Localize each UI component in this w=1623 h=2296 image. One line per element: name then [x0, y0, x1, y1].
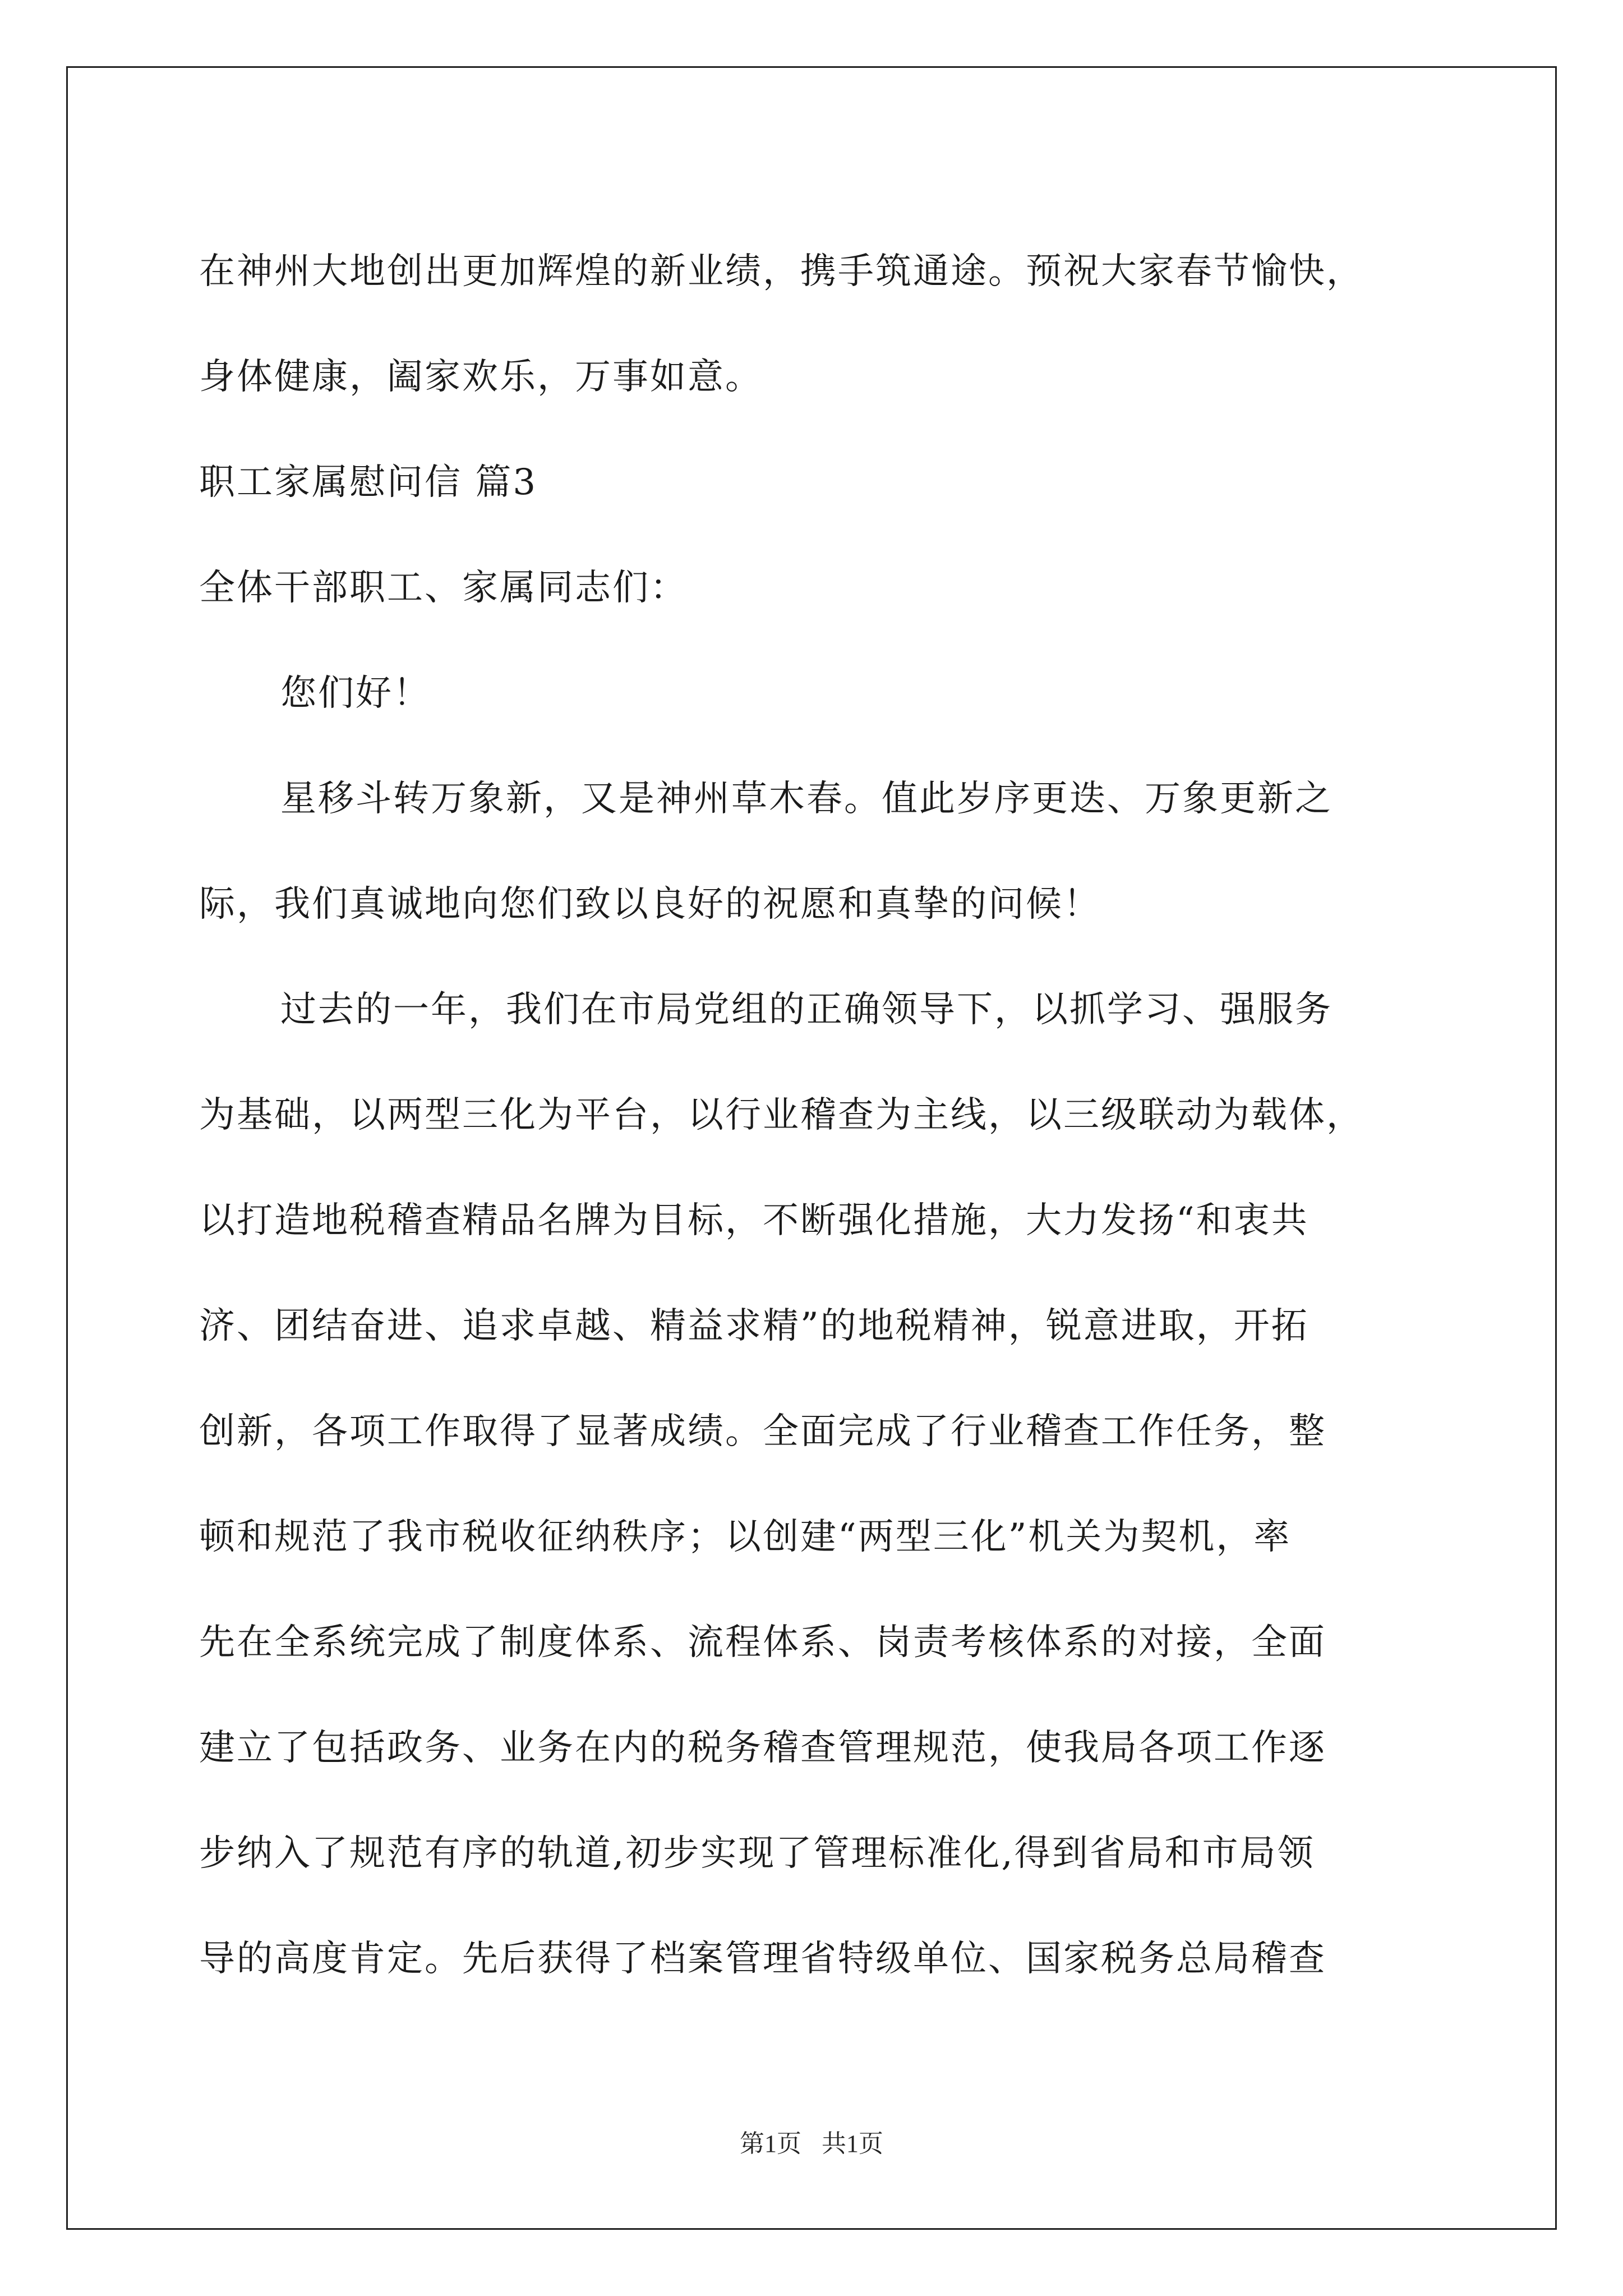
page-footer: [0, 2123, 1623, 2159]
text-line: 星移斗转万象新，又是神州草木春。值此岁序更迭、万象更新之: [280, 778, 1332, 820]
text-line: 先在全系统完成了制度体系、流程体系、岗责考核体系的对接，全面: [199, 1622, 1326, 1663]
text-line: 建立了包括政务、业务在内的税务稽查管理规范，使我局各项工作逐: [199, 1727, 1326, 1769]
page-total: 共1页: [822, 2130, 883, 2157]
text-line: 步纳入了规范有序的轨道,初步实现了管理标准化,得到省局和市局领: [199, 1833, 1315, 1874]
text-line: 身体健康，阖家欢乐，万事如意。: [199, 356, 763, 398]
text-line: 过去的一年，我们在市局党组的正确领导下，以抓学习、强服务: [280, 989, 1332, 1030]
text-line: 顿和规范了我市税收征纳秩序；以创建“两型三化”机关为契机，率: [199, 1516, 1292, 1558]
text-line: 导的高度肯定。先后获得了档案管理省特级单位、国家税务总局稽查: [199, 1938, 1326, 1980]
text-line: 在神州大地创出更加辉煌的新业绩，携手筑通途。预祝大家春节愉快，: [199, 251, 1364, 292]
text-line: 为基础，以两型三化为平台，以行业稽查为主线，以三级联动为载体，: [199, 1094, 1364, 1136]
text-line: 以打造地税稽查精品名牌为目标，不断强化措施，大力发扬“和衷共: [199, 1200, 1309, 1241]
section-heading: 职工家属慰问信 篇3: [199, 462, 538, 503]
document-body: [199, 219, 1433, 2012]
greeting: 您们好！: [280, 673, 431, 714]
text-line: 济、团结奋进、追求卓越、精益求精”的地税精神，锐意进取，开拓: [199, 1305, 1309, 1347]
text-line: 际，我们真诚地向您们致以良好的祝愿和真挚的问候！: [199, 884, 1101, 925]
page-number: 第1页: [740, 2130, 801, 2157]
text-line: 创新，各项工作取得了显著成绩。全面完成了行业稽查工作任务，整: [199, 1411, 1326, 1452]
salutation: 全体干部职工、家属同志们：: [199, 567, 688, 609]
